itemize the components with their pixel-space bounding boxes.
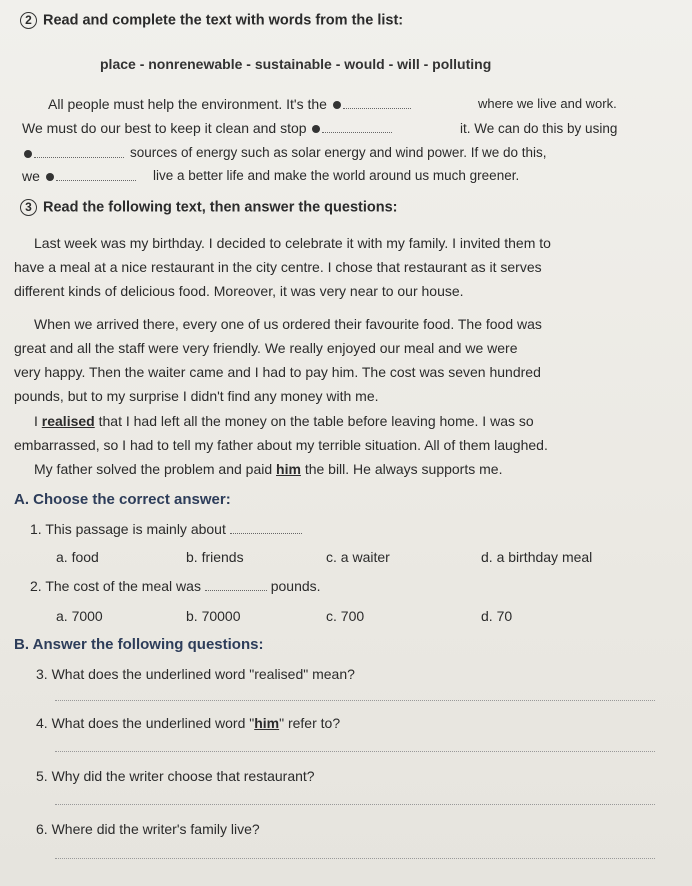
passage-p4-l1: My father solved the problem and paid him the bill. He always supports me.: [34, 461, 503, 477]
underlined-realised: realised: [41, 413, 95, 429]
question-3: 3. What does the underlined word "realised" mean?: [36, 666, 355, 682]
part-b-title: B. Answer the following questions:: [14, 636, 264, 653]
question-5: 5. Why did the writer choose that restaurant?: [36, 768, 315, 784]
underlined-him: him: [276, 461, 301, 477]
q3-answer-line[interactable]: [55, 700, 655, 701]
blank-1-marker: [333, 101, 341, 109]
q4-answer-line[interactable]: [55, 751, 655, 752]
passage-p3-l2: embarrassed, so I had to tell my father about my terrible situation. All of them laughed.: [14, 437, 548, 453]
part-a-title: A. Choose the correct answer:: [14, 491, 231, 508]
ex2-line-2: We must do our best to keep it clean and stop: [22, 120, 392, 136]
blank-2[interactable]: [322, 132, 392, 133]
q2-option-c[interactable]: c. 700: [326, 608, 365, 624]
ex2-line-1: All people must help the environment. It's the: [48, 96, 411, 112]
passage-p1-l2: have a meal at a nice restaurant in the city centre. I chose that restaurant as it serves: [14, 259, 542, 275]
ex2-line-2-end: it. We can do this by using: [460, 121, 618, 136]
q2-option-b[interactable]: b. 70000: [186, 608, 241, 624]
blank-3[interactable]: [34, 157, 124, 158]
q1-option-d[interactable]: d. a birthday meal: [481, 549, 593, 565]
q1-option-b[interactable]: b. friends: [186, 549, 244, 565]
ex2-line-1-end: where we live and work.: [478, 96, 617, 111]
blank-1[interactable]: [343, 108, 411, 109]
word-list: place - nonrenewable - sustainable - would - will - polluting: [100, 56, 492, 72]
exercise-2-number: 2: [20, 12, 37, 29]
exercise-2-heading: 2 Read and complete the text with words from the list:: [20, 12, 403, 29]
passage-p2-l4: pounds, but to my surprise I didn't find any money with me.: [14, 388, 379, 404]
blank-4[interactable]: [56, 180, 136, 181]
passage-p2-l2: great and all the staff were very friendly. We really enjoyed our meal and we were: [14, 340, 518, 356]
q1-option-a[interactable]: a. food: [56, 549, 99, 565]
ex2-line-3: [22, 145, 124, 161]
passage-p1-l1: Last week was my birthday. I decided to celebrate it with my family. I invited them to: [34, 235, 551, 251]
q5-answer-line[interactable]: [55, 804, 655, 805]
ex2-line-4-end: live a better life and make the world around us much greener.: [153, 168, 520, 183]
question-6: 6. Where did the writer's family live?: [36, 821, 260, 837]
ex2-line-4: we: [22, 168, 136, 184]
question-2: 2. The cost of the meal was pounds.: [30, 578, 321, 594]
ex2-line-3-end: sources of energy such as solar energy and wind power. If we do this,: [130, 145, 547, 160]
q2-option-d[interactable]: d. 70: [481, 608, 513, 624]
q1-blank[interactable]: [230, 533, 302, 534]
blank-3-marker: [24, 150, 32, 158]
underlined-him-q4: him: [254, 715, 280, 731]
q2-blank[interactable]: [205, 590, 267, 591]
passage-p2-l3: very happy. Then the waiter came and I had to pay him. The cost was seven hundred: [14, 364, 541, 380]
passage-p1-l3: different kinds of delicious food. Moreover, it was very near to our house.: [14, 283, 464, 299]
blank-2-marker: [312, 125, 320, 133]
blank-4-marker: [46, 173, 54, 181]
passage-p3-l1: I realised that I had left all the money on the table before leaving home. I was so: [34, 413, 534, 429]
question-1: 1. This passage is mainly about: [30, 521, 302, 537]
q1-option-c[interactable]: c. a waiter: [326, 549, 390, 565]
exercise-3-number: 3: [20, 199, 37, 216]
q6-answer-line[interactable]: [55, 858, 655, 859]
passage-p2-l1: When we arrived there, every one of us ordered their favourite food. The food was: [34, 316, 542, 332]
exercise-3-heading: 3 Read the following text, then answer the questions:: [20, 199, 397, 216]
question-4: 4. What does the underlined word "him" refer to?: [36, 715, 341, 731]
q2-option-a[interactable]: a. 7000: [56, 608, 103, 624]
